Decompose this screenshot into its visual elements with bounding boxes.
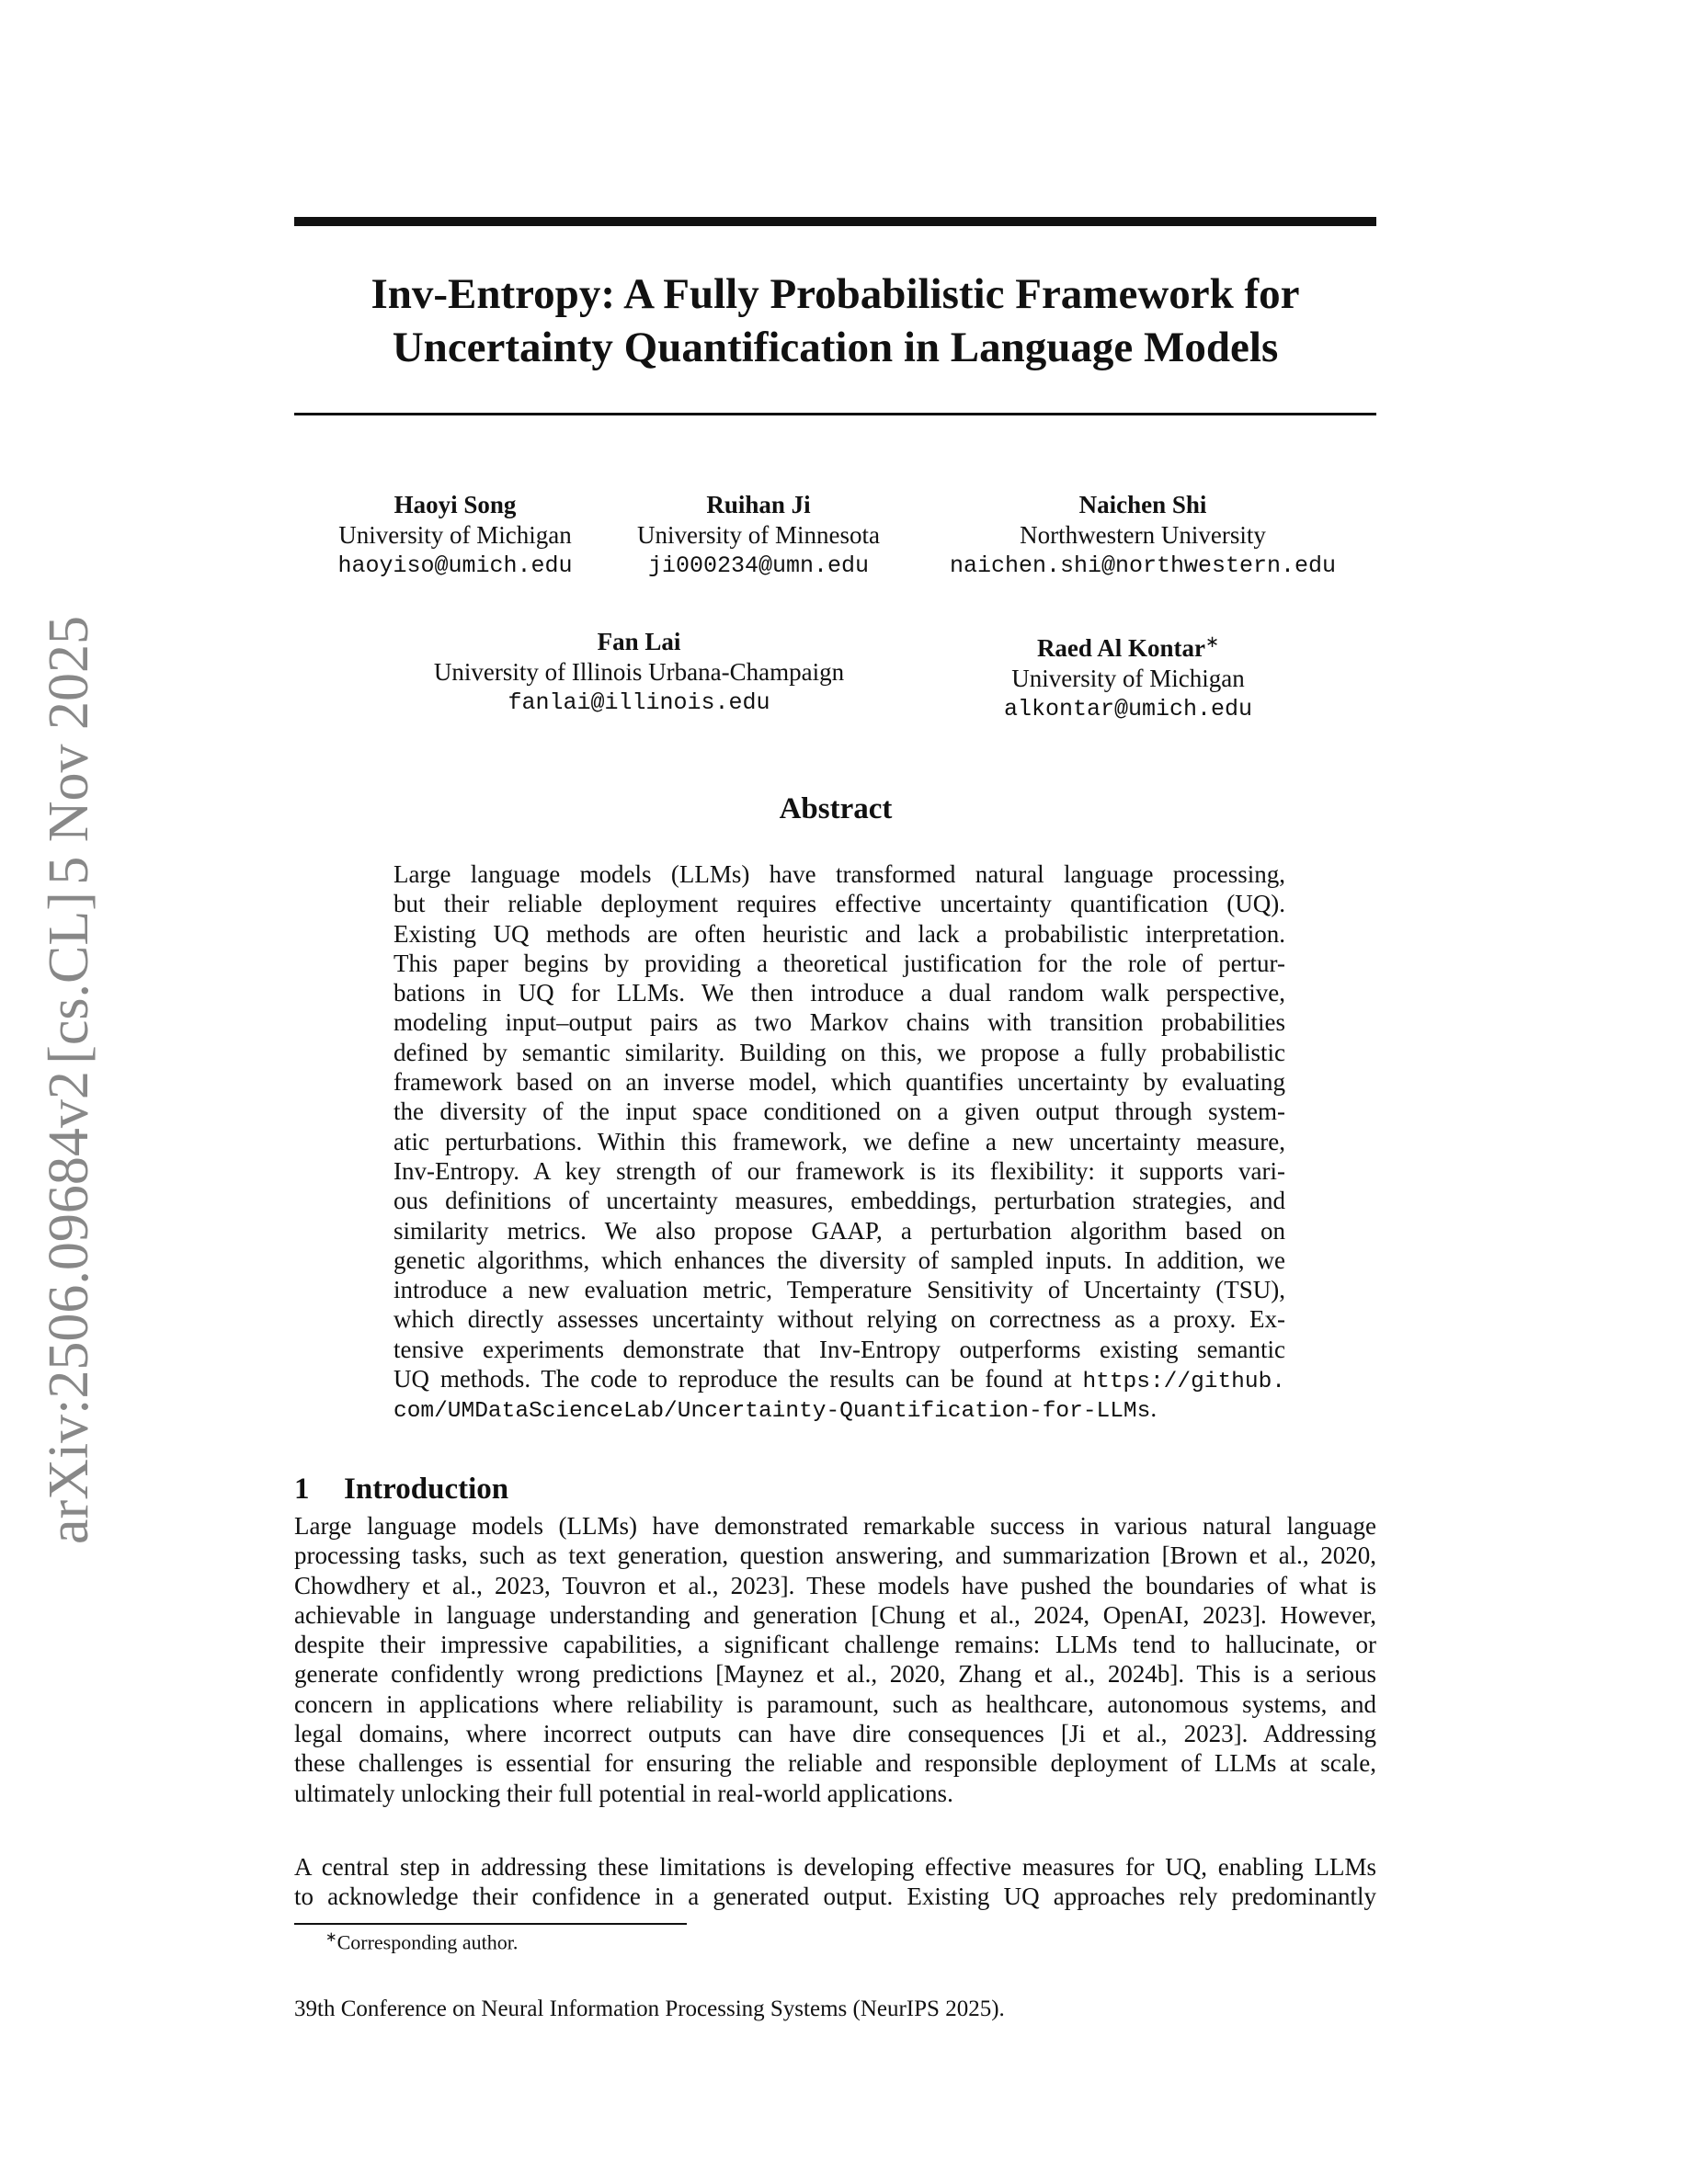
text-line: ultimately unlocking their full potential in real-world applications.: [294, 1779, 953, 1807]
arxiv-id: arXiv:2506.09684v2: [38, 1071, 100, 1544]
section-title: Introduction: [344, 1473, 509, 1506]
author-block: [382, 627, 896, 718]
text-line: [393, 1393, 1285, 1423]
author-name-text: Raed Al Kontar: [1036, 634, 1205, 662]
code-url-link[interactable]: https://github.: [1082, 1370, 1285, 1395]
author-affiliation: University of Michigan: [338, 521, 572, 549]
title-line: Inv-Entropy: A Fully Probabilistic Framework for: [371, 270, 1300, 318]
intro-paragraph-1: [294, 1511, 1376, 1808]
author-affiliation: Northwestern University: [1020, 521, 1266, 549]
footnote-marker[interactable]: ∗: [1204, 632, 1220, 651]
author-affiliation: University of Michigan: [1011, 665, 1245, 692]
author-block: [871, 627, 1386, 724]
text-line: but their reliable deployment requires effective uncertainty quantification (UQ).: [393, 890, 1285, 918]
text-line: Inv-Entropy. A key strength of our framework is its flexibility: it supports vari-: [393, 1156, 1285, 1185]
text-fragment: .: [1150, 1394, 1158, 1423]
text-line: to acknowledge their confidence in a generated output. Existing UQ approaches rely predominantly: [294, 1883, 1376, 1911]
author-email[interactable]: alkontar@umich.edu: [1003, 696, 1253, 722]
author-block: [885, 490, 1400, 581]
text-line: generate confidently wrong predictions [Maynez et al., 2020, Zhang et al., 2024b]. This is a serious: [294, 1660, 1376, 1689]
abstract-heading: Abstract: [779, 792, 893, 825]
text-line: atic perturbations. Within this framework, we define a new uncertainty measure,: [393, 1127, 1285, 1155]
arxiv-category: [cs.CL]: [38, 892, 100, 1064]
text-line: the diversity of the input space conditioned on a given output through system-: [393, 1098, 1285, 1126]
text-line: framework based on an inverse model, which quantifies uncertainty by evaluating: [393, 1068, 1285, 1097]
text-line: ous definitions of uncertainty measures, embeddings, perturbation strategies, and: [393, 1187, 1285, 1215]
arxiv-date: 5 Nov 2025: [38, 616, 100, 885]
author-name: Haoyi Song: [393, 491, 517, 518]
intro-paragraph-2: [294, 1852, 1376, 1912]
section-heading: [294, 1473, 508, 1507]
text-line: introduce a new evaluation metric, Temperature Sensitivity of Uncertainty (TSU),: [393, 1276, 1285, 1304]
footnote-mark: ∗: [325, 1930, 337, 1945]
text-line: which directly assesses uncertainty without relying on correctness as a proxy. Ex-: [393, 1305, 1285, 1334]
footnote-rule: [294, 1923, 687, 1925]
text-line: A central step in addressing these limitations is developing effective measures for UQ, enabling LLMs: [294, 1853, 1376, 1881]
text-line: This paper begins by providing a theoretical justification for the role of pertur-: [393, 949, 1285, 977]
code-url-link[interactable]: com/UMDataScienceLab/Uncertainty-Quantification-for-LLMs: [393, 1399, 1151, 1425]
text-line: genetic algorithms, which enhances the diversity of sampled inputs. In addition, we: [393, 1246, 1285, 1274]
author-name: Ruihan Ji: [706, 491, 811, 518]
text-line: similarity metrics. We also propose GAAP, a perturbation algorithm based on: [393, 1216, 1285, 1245]
section-number: 1: [294, 1473, 310, 1506]
author-affiliation: University of Minnesota: [637, 521, 880, 549]
arxiv-identifier-stamp: [37, 616, 102, 1544]
title-top-rule: [294, 217, 1376, 226]
author-name: [871, 627, 1386, 664]
text-line: [393, 1364, 1285, 1393]
author-name: Naichen Shi: [1078, 491, 1207, 518]
venue-footer: 39th Conference on Neural Information Processing Systems (NeurIPS 2025).: [294, 1996, 1005, 2021]
title-line: Uncertainty Quantification in Language Models: [392, 324, 1279, 371]
author-affiliation: University of Illinois Urbana-Champaign: [433, 658, 845, 686]
text-line: Large language models (LLMs) have demonstrated remarkable success in various natural language: [294, 1512, 1376, 1540]
text-line: these challenges is essential for ensuring the reliable and responsible deployment of LLMs at scale,: [294, 1749, 1376, 1778]
text-line: bations in UQ for LLMs. We then introduce a dual random walk perspective,: [393, 979, 1285, 1007]
text-line: defined by semantic similarity. Building on this, we propose a fully probabilistic: [393, 1038, 1285, 1066]
title-bottom-rule: [294, 413, 1376, 415]
abstract-body: [393, 859, 1285, 1424]
text-line: processing tasks, such as text generation, question answering, and summarization [Brown et al., 2020,: [294, 1541, 1376, 1570]
author-email[interactable]: fanlai@illinois.edu: [508, 689, 770, 716]
text-line: Large language models (LLMs) have transformed natural language processing,: [393, 860, 1285, 888]
text-line: despite their impressive capabilities, a significant challenge remains: LLMs tend to hallucinate, or: [294, 1631, 1376, 1659]
text-line: Chowdhery et al., 2023, Touvron et al., 2023]. These models have pushed the boundaries of what is: [294, 1571, 1376, 1599]
footnote: [325, 1928, 518, 1954]
text-line: concern in applications where reliability is paramount, such as healthcare, autonomous systems, and: [294, 1689, 1376, 1718]
text-line: modeling input–output pairs as two Markov chains with transition probabilities: [393, 1008, 1285, 1037]
text-fragment: UQ methods. The code to reproduce the results can be found at: [393, 1365, 1072, 1393]
author-email[interactable]: haoyiso@umich.edu: [337, 552, 573, 579]
author-name: Fan Lai: [597, 628, 681, 655]
author-email[interactable]: naichen.shi@northwestern.edu: [949, 552, 1337, 579]
footnote-text: Corresponding author.: [336, 1930, 519, 1954]
text-line: Existing UQ methods are often heuristic and lack a probabilistic interpretation.: [393, 919, 1285, 948]
text-line: achievable in language understanding and generation [Chung et al., 2024, OpenAI, 2023]. However,: [294, 1600, 1376, 1629]
text-line: legal domains, where incorrect outputs can have dire consequences [Ji et al., 2023]. Addressing: [294, 1720, 1376, 1748]
author-email[interactable]: ji000234@umn.edu: [647, 552, 870, 579]
paper-title: [294, 267, 1376, 374]
text-line: tensive experiments demonstrate that Inv-Entropy outperforms existing semantic: [393, 1335, 1285, 1363]
